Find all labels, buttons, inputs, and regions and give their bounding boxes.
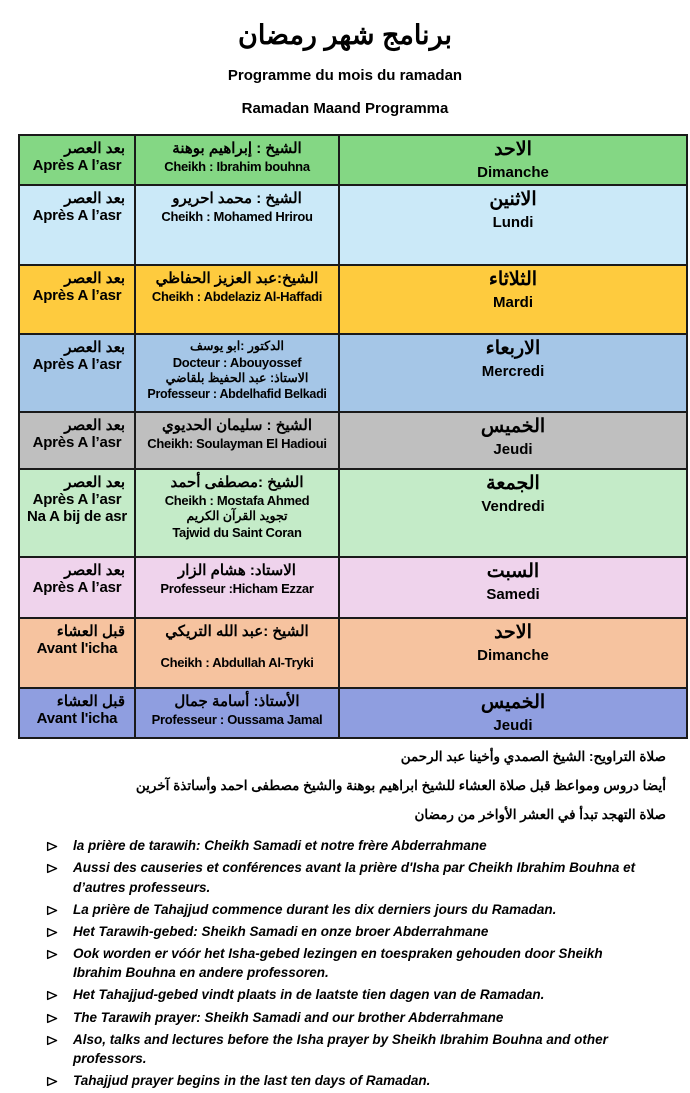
list-item: [44, 858, 644, 896]
day-cell: [339, 688, 687, 738]
day-cell: [339, 334, 687, 412]
arrowhead-bullet-icon: [46, 947, 59, 966]
arabic-note-line: صلاة التراويح: الشيخ الصمدي وأخينا عبد الرحمن: [400, 748, 666, 764]
bullet-text: Het Tahajjud-gebed vindt plaats in de laatste tien dagen van de Ramadan.: [73, 987, 545, 1003]
list-item: [44, 836, 644, 855]
program-table: [18, 134, 688, 739]
day-latin: Lundi: [492, 213, 534, 231]
speaker-line: الشيخ : إبراهيم بوهنة: [172, 140, 302, 157]
time-latin: Na A bij de asr: [26, 507, 128, 525]
time-cell: [19, 557, 135, 618]
day-arabic: الاحد: [494, 621, 532, 643]
day-latin: Vendredi: [481, 497, 545, 515]
time-arabic: بعد العصر: [64, 269, 125, 287]
list-item: [44, 922, 644, 941]
table-row: [19, 265, 687, 334]
speaker-line: Cheikh : Abdelaziz Al-Haffadi: [151, 288, 323, 304]
table-row: [19, 412, 687, 469]
table-row: [19, 185, 687, 265]
bullet-text: Ook worden er vóór het Isha-gebed lezingen en toespraken gehouden door Sheikh Ibrahim Bouhna en andere professoren.: [73, 946, 603, 981]
speaker-line: Tajwid du Saint Coran: [172, 524, 302, 540]
day-arabic: الاحد: [494, 139, 532, 160]
speaker-line: تجويد القرآن الكريم: [186, 508, 288, 523]
table-row: [19, 334, 687, 412]
speaker-line: الأستاذ: أسامة جمال: [174, 692, 300, 710]
speaker-line: الدكتور :ابو يوسف: [190, 338, 284, 353]
speaker-cell: [135, 469, 339, 557]
table-row: [19, 135, 687, 185]
time-arabic: بعد العصر: [64, 561, 125, 579]
time-latin: Avant l'icha: [36, 639, 118, 657]
day-cell: [339, 185, 687, 265]
speaker-line: Professeur :Hicham Ezzar: [160, 580, 314, 596]
day-arabic: الخميس: [480, 415, 546, 437]
day-latin: Dimanche: [477, 646, 549, 664]
day-arabic: السبت: [486, 560, 540, 582]
time-cell: [19, 412, 135, 469]
bullet-text: Het Tarawih-gebed: Sheikh Samadi en onze broer Abderrahmane: [73, 923, 489, 939]
page-title-dutch: Ramadan Maand Programma: [241, 100, 449, 117]
time-latin: Après A l’asr: [32, 206, 122, 224]
list-item: [44, 1030, 644, 1068]
time-arabic: قبل العشاء: [56, 692, 125, 710]
time-latin: Après A l’asr: [32, 490, 122, 508]
day-arabic: الاربعاء: [485, 337, 541, 359]
speaker-line: الشيخ :عبد الله التريكي: [165, 622, 309, 640]
speaker-line: Cheikh : Mohamed Hrirou: [161, 208, 313, 224]
arabic-notes: [0, 749, 666, 824]
speaker-cell: [135, 412, 339, 469]
time-cell: [19, 265, 135, 334]
list-item: [44, 985, 644, 1004]
day-cell: [339, 265, 687, 334]
table-row: [19, 557, 687, 618]
arrowhead-bullet-icon: [46, 839, 59, 858]
speaker-line: Professeur : Abdelhafid Belkadi: [147, 386, 327, 401]
speaker-line: Cheikh : Abdullah Al-Tryki: [160, 654, 314, 670]
table-row: [19, 469, 687, 557]
day-cell: [339, 135, 687, 185]
speaker-line: Cheikh: Soulayman El Hadioui: [147, 435, 327, 451]
time-latin: Avant l'icha: [36, 709, 118, 727]
arrowhead-bullet-icon: [46, 925, 59, 944]
arabic-note-line: صلاة التهجد تبدأ في العشر الأواخر من رمضان: [414, 807, 666, 823]
speaker-line: Docteur : Abouyossef: [172, 354, 302, 370]
time-arabic: بعد العصر: [64, 140, 125, 157]
day-latin: Jeudi: [493, 716, 533, 734]
arabic-note-line: أيضا دروس ومواعظ قبل صلاة العشاء للشيخ ابراهيم بوهنة والشيخ مصطفى احمد وأساتذة آخرين: [135, 777, 666, 793]
speaker-line: Cheikh : Mostafa Ahmed: [164, 492, 310, 508]
day-cell: [339, 618, 687, 688]
bullet-text: Also, talks and lectures before the Isha prayer by Sheikh Ibrahim Bouhna and other professors.: [73, 1031, 608, 1066]
speaker-cell: [135, 688, 339, 738]
arrowhead-bullet-icon: [46, 861, 59, 880]
list-item: [44, 1071, 644, 1090]
bullet-text: Tahajjud prayer begins in the last ten days of Ramadan.: [73, 1072, 431, 1088]
list-item: [44, 900, 644, 919]
page-title-arabic: برنامج شهر رمضان: [238, 20, 452, 50]
day-latin: Jeudi: [493, 440, 533, 458]
day-arabic: الخميس: [480, 691, 546, 713]
day-cell: [339, 557, 687, 618]
time-cell: [19, 688, 135, 738]
time-latin: Après A l’asr: [32, 355, 122, 373]
arrowhead-bullet-icon: [46, 1033, 59, 1052]
day-cell: [339, 412, 687, 469]
arrowhead-bullet-icon: [46, 1074, 59, 1093]
day-arabic: الاثنين: [489, 188, 537, 210]
time-latin: Après A l’asr: [32, 286, 122, 304]
bullet-list: [44, 836, 644, 1090]
time-arabic: بعد العصر: [64, 473, 125, 491]
time-cell: [19, 185, 135, 265]
time-arabic: قبل العشاء: [56, 622, 125, 640]
table-row: [19, 618, 687, 688]
list-item: [44, 1008, 644, 1027]
day-latin: Samedi: [486, 585, 540, 603]
day-cell: [339, 469, 687, 557]
time-cell: [19, 618, 135, 688]
time-latin: Après A l’asr: [32, 157, 122, 174]
arrowhead-bullet-icon: [46, 1011, 59, 1030]
day-arabic: الجمعة: [486, 472, 540, 494]
list-item: [44, 944, 644, 982]
time-cell: [19, 469, 135, 557]
time-arabic: بعد العصر: [64, 416, 125, 434]
speaker-line: الاستاذ: عبد الحفيظ بلقاضي: [165, 370, 309, 385]
bullet-text: La prière de Tahajjud commence durant les dix derniers jours du Ramadan.: [73, 901, 557, 917]
time-cell: [19, 334, 135, 412]
speaker-line: الشيخ : محمد احريرو: [172, 189, 302, 207]
time-arabic: بعد العصر: [64, 338, 125, 356]
speaker-line: Professeur : Oussama Jamal: [151, 711, 323, 727]
day-latin: Dimanche: [477, 163, 549, 181]
arrowhead-bullet-icon: [46, 988, 59, 1007]
time-latin: Après A l’asr: [32, 578, 122, 596]
speaker-cell: [135, 557, 339, 618]
time-latin: Après A l’asr: [32, 433, 122, 451]
speaker-line: الشيخ : سليمان الحديوي: [161, 416, 313, 434]
speaker-line: Cheikh : Ibrahim bouhna: [164, 159, 310, 174]
speaker-cell: [135, 185, 339, 265]
table-row: [19, 688, 687, 738]
speaker-line: الشيخ :مصطفى أحمد: [170, 473, 304, 491]
speaker-cell: [135, 618, 339, 688]
arrowhead-bullet-icon: [46, 903, 59, 922]
day-arabic: الثلاثاء: [488, 268, 538, 290]
speaker-cell: [135, 265, 339, 334]
bullet-text: Aussi des causeries et conférences avant la prière d'Isha par Cheikh Ibrahim Bouhna et d’autres professeurs.: [73, 860, 636, 895]
time-cell: [19, 135, 135, 185]
time-arabic: بعد العصر: [64, 189, 125, 207]
speaker-cell: [135, 334, 339, 412]
day-latin: Mercredi: [481, 362, 545, 380]
day-latin: Mardi: [492, 293, 533, 311]
speaker-line: الشيخ:عبد العزيز الحفاظي: [155, 269, 319, 287]
bullet-text: The Tarawih prayer: Sheikh Samadi and our brother Abderrahmane: [73, 1009, 504, 1025]
bullet-text: la prière de tarawih: Cheikh Samadi et notre frère Abderrahmane: [73, 838, 487, 854]
page-title-french: Programme du mois du ramadan: [227, 67, 463, 84]
speaker-line: الاستاد: هشام الزار: [178, 561, 296, 579]
speaker-cell: [135, 135, 339, 185]
